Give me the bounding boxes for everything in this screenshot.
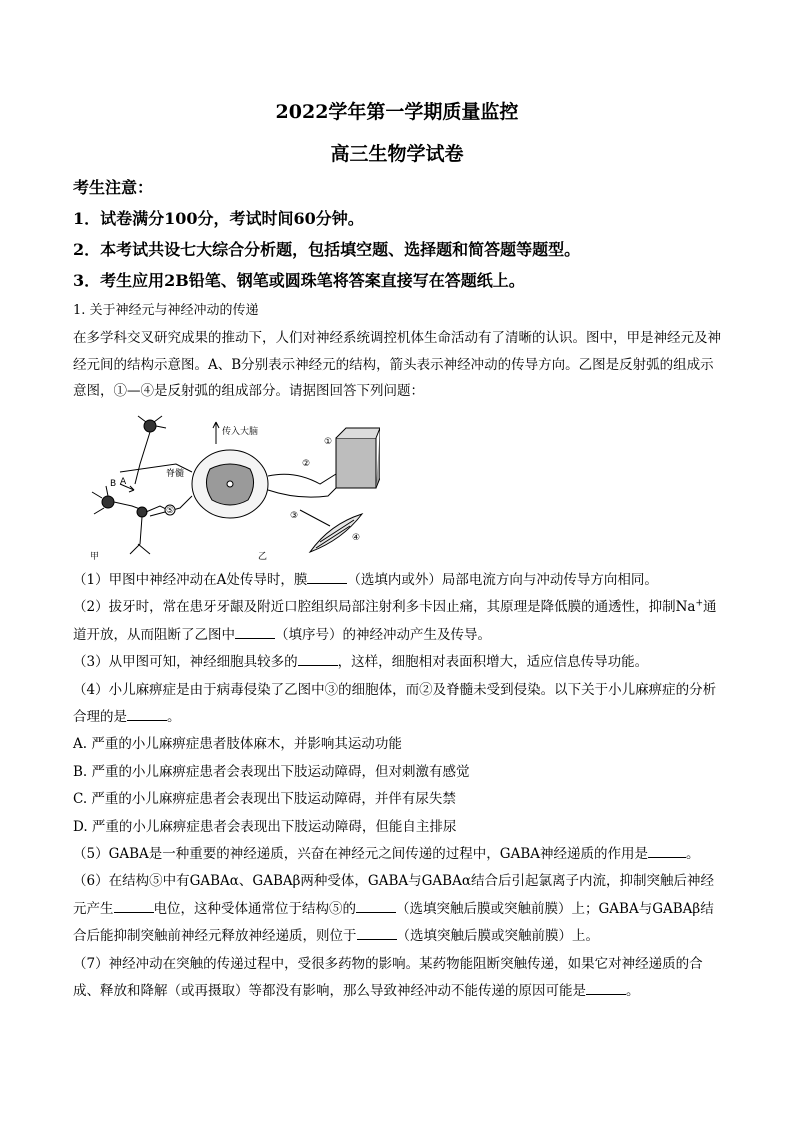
label-jia: 甲 — [90, 552, 100, 562]
nerve-paths — [268, 459, 336, 521]
notice-item-1: 1．试卷满分100分，考试时间60分钟。 — [73, 209, 364, 228]
answer-blank-4[interactable] — [127, 706, 167, 721]
answer-blank-6a[interactable] — [114, 898, 154, 913]
notice-heading: 考生注意： — [73, 178, 154, 197]
skin-receptor — [324, 428, 380, 488]
sub-question-7: （7）神经冲动在突触的传递过程中，受很多药物的影响。某药物能阻断突触传递，如果它对神经递质的合成、释放和降解（或再摄取）等都没有影响，那么导致神经冲动不能传递的原因可能是 。 — [73, 955, 703, 1000]
label-2: ② — [302, 459, 311, 469]
muscle-effector — [258, 510, 362, 562]
question-1-heading: 1. 关于神经元与神经冲动的传递 — [73, 303, 259, 318]
sub-question-3: （3）从甲图可知，神经细胞具较多的 ，这样，细胞相对表面积增大，适应信息传导功能。 — [73, 649, 723, 676]
answer-blank-3[interactable] — [298, 651, 338, 666]
exam-subtitle: 高三生物学试卷 — [330, 143, 464, 165]
label-3: ③ — [290, 511, 299, 521]
answer-blank-5[interactable] — [648, 843, 686, 858]
label-b: B — [110, 479, 117, 489]
sub-question-5: （5）GABA是一种重要的神经递质，兴奋在神经元之间传递的过程中，GABA神经递质的作用是 。 — [73, 841, 723, 868]
answer-blank-1[interactable] — [307, 569, 347, 584]
answer-blank-6c[interactable] — [357, 925, 397, 940]
label-to-brain: 传入大脑 — [222, 427, 259, 437]
label-spinal-cord: 脊髓 — [166, 469, 185, 479]
answer-blank-2[interactable] — [235, 624, 275, 639]
sub-questions — [73, 567, 723, 1006]
sub-question-2: （2）拔牙时，常在患牙牙龈及附近口腔组织局部注射利多卡因止痛，其原理是降低膜的通透性，抑制Na+通道开放，从而阻断了乙图中 （填序号）的神经冲动产生及传导。 — [73, 598, 717, 643]
spinal-cord — [120, 422, 268, 518]
sub-question-1: （1）甲图中神经冲动在A处传导时，膜 （选填内或外）局部电流方向与冲动传导方向相同。 — [73, 567, 723, 594]
option-d[interactable]: D. 严重的小儿麻痹症患者会表现出下肢运动障碍，但能自主排尿 — [73, 818, 457, 835]
answer-blank-6b[interactable] — [356, 898, 396, 913]
sub-question-6: （6）在结构⑤中有GABAα、GABAβ两种受体，GABA与GABAα结合后引起氯离子内流，抑制突触后神经元产生 电位，这种受体通常位于结构⑤的 （选填突触后膜或突触前膜）上；GABA与GABAβ结合后能抑制突触前神经元释放神经递质，则位于 （选填突触后膜或突触前膜）上。 — [73, 873, 714, 945]
option-a[interactable]: A. 严重的小儿麻痹症患者肢体麻木，并影响其运动功能 — [73, 736, 402, 753]
sub-question-4: （4）小儿麻痹症是由于病毒侵染了乙图中③的细胞体，而②及脊髓未受到侵染。以下关于小儿麻痹症的分析合理的是 。 — [73, 681, 717, 726]
neuron-diagram — [90, 416, 168, 562]
reflex-arc-diagram — [80, 414, 380, 564]
reflex-arc-figure — [80, 414, 380, 564]
label-4: ④ — [352, 533, 361, 543]
option-c[interactable]: C. 严重的小儿麻痹症患者会表现出下肢运动障碍，并伴有尿失禁 — [73, 791, 456, 808]
label-a: A — [120, 477, 127, 487]
question-1-intro: 在多学科交叉研究成果的推动下，人们对神经系统调控机体生命活动有了清晰的认识。图中，甲是神经元及神经元间的结构示意图。A、B分别表示神经元的结构，箭头表示神经冲动的传导方向。乙图是反射弧的组成示意图，①—④是反射弧的组成部分。请据图回答下列问题： — [73, 330, 721, 399]
label-1: ① — [324, 437, 333, 447]
notice-item-2: 2．本考试共设七大综合分析题，包括填空题、选择题和简答题等题型。 — [73, 240, 581, 259]
notice-item-3: 3．考生应用2B铅笔、钢笔或圆珠笔将答案直接写在答题纸上。 — [73, 271, 525, 290]
exam-title: 2022学年第一学期质量监控 — [275, 101, 519, 123]
label-yi: 乙 — [258, 552, 268, 562]
answer-blank-7[interactable] — [586, 980, 626, 995]
label-5: ⑤ — [166, 506, 175, 516]
option-b[interactable]: B. 严重的小儿麻痹症患者会表现出下肢运动障碍，但对刺激有感觉 — [73, 763, 470, 780]
